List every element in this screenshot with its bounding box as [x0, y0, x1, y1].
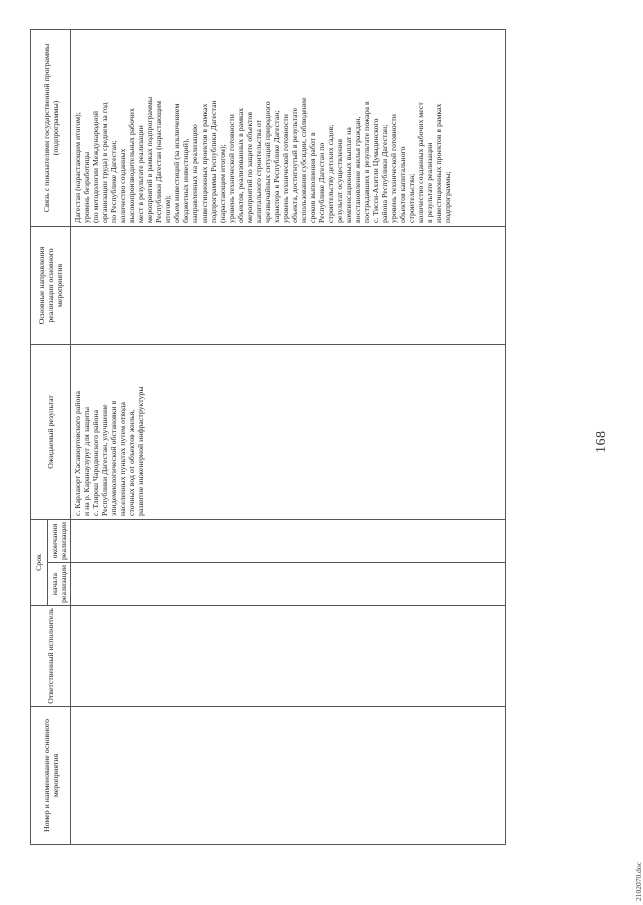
- cell-number-name: [71, 707, 506, 845]
- header-number-name: Номер и наименование основного мероприятия: [31, 707, 71, 845]
- header-term: Срок: [31, 519, 48, 605]
- table-row: [71, 29, 506, 844]
- cell-expected-result: с. Карлаюрт Хасавюртовского района и на р. Каранаузуруг для защиты с. Тлярош Чародинского района Республики Дагестан, улучшение эпидемиологической обстановки в населенных пунктах путем отвода сточных вод от объектов жилья, развитие инженерной инфраструктуры: [71, 344, 506, 519]
- header-indicators: Связь с показателями государственной программы (подпрограммы): [31, 29, 71, 226]
- header-expected-result: Ожидаемый результат: [31, 344, 71, 519]
- header-end: окончания реализации: [48, 519, 71, 562]
- cell-indicators: Дагестан (нарастающим итогом); уровень безработицы (по методологии Международной организации труда) в среднем за год по Республике Дагестан; количество созданных высокопроизводительных рабочих мест в результате реализации мероприятий в рамках подпрограммы Республики Дагестан (нарастающим итогом); объем инвестиций (за исключением бюджетных инвестиций), направленных на реализацию инвестиционных проектов в рамках подпрограммы Республики Дагестан (нарастающим итогом); уровень технической готовности объектов, реализованных в рамках мероприятий по защите объектов капитального строительства от чрезвычайных ситуаций природного характера в Республике Дагестан; уровень технической готовности объекта, достигнутый в результате использования субсидии, соблюдение сроков выполнения работ в Республике Дагестан по строительству детских садов; результат осуществления компенсационных выплат на восстановление жилья граждан, пострадавших в результате пожара в с. Тисси-Ахитли Цумадинского района Республики Дагестан; уровень технической готовности объектов капитального строительства; количество созданных рабочих мест в результате реализации инвестиционных проектов в рамках подпрограммы;: [71, 29, 506, 226]
- cell-executor: [71, 606, 506, 707]
- cell-end: [71, 519, 506, 562]
- cell-main-directions: [71, 226, 506, 344]
- header-main-directions: Основные направления реализации основного мероприятия: [31, 226, 71, 344]
- cell-start: [71, 563, 506, 606]
- footer-doc-code: 2102070.doc: [634, 862, 643, 901]
- header-row-1: [31, 29, 48, 844]
- activities-table: [30, 29, 506, 845]
- header-start: начала реализации: [48, 563, 71, 606]
- page-number: 168: [594, 430, 609, 453]
- header-executor: Ответственный исполнитель: [31, 606, 71, 707]
